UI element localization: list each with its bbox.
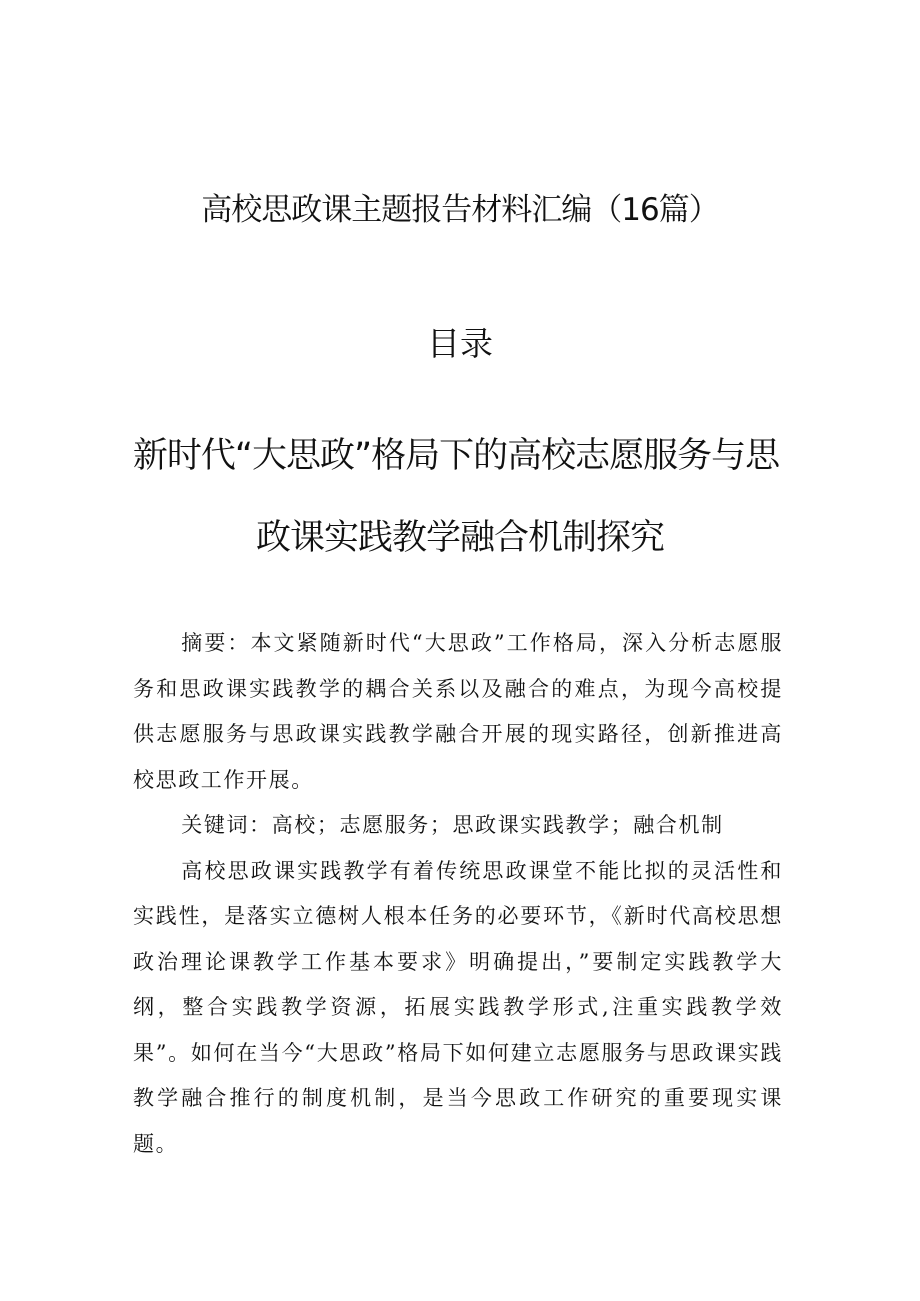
article-body <box>133 621 783 1167</box>
article-title-line-2: 政课实践教学融合机制探究 <box>255 518 664 558</box>
keywords-paragraph: 关键词：高校；志愿服务；思政课实践教学；融合机制 <box>181 813 724 837</box>
document-title: 高校思政课主题报告材料汇编（16篇） <box>201 192 719 228</box>
abstract-paragraph: 摘要：本文紧随新时代“大思政”工作格局，深入分析志愿服务和思政课实践教学的耦合关系以及融合的难点，为现今高校提供志愿服务与思政课实践教学融合开展的现实路径，创新推进高校思政工作开展。 <box>133 631 783 792</box>
article-title <box>0 426 920 590</box>
body-paragraph: 高校思政课实践教学有着传统思政课堂不能比拟的灵活性和实践性，是落实立德树人根本任务的必要环节，《新时代高校思想政治理论课教学工作基本要求》明确提出，”要制定实践教学大纲，整合实践教学资源，拓展实践教学形式,注重实践教学效果”。如何在当今“大思政”格局下如何建立志愿服务与思政课实践教学融合推行的制度机制，是当今思政工作研究的重要现实课题。 <box>133 858 783 1156</box>
toc-heading: 目录 <box>427 324 493 363</box>
article-title-line-1: 新时代“大思政”格局下的高校志愿服务与思 <box>132 436 780 476</box>
